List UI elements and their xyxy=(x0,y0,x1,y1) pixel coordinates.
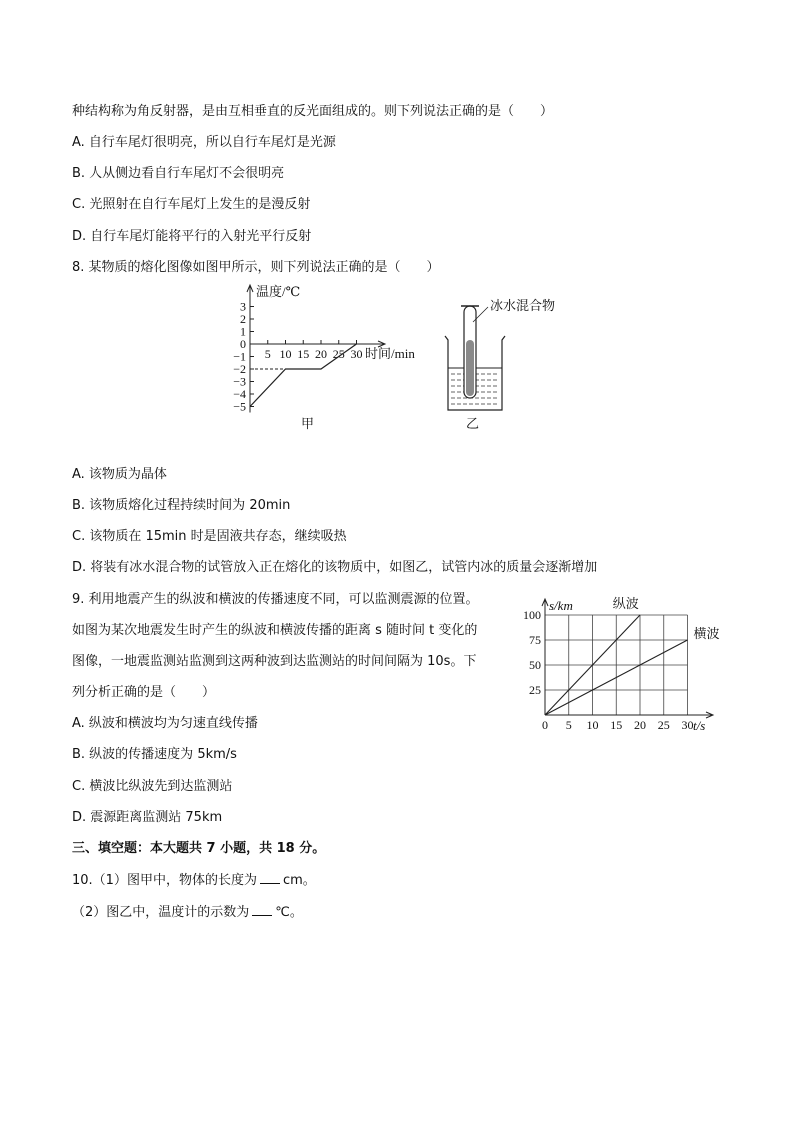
y-tick-label: 25 xyxy=(529,683,541,697)
y-tick-label: −3 xyxy=(233,374,246,389)
q10-part-2-text: （2）图乙中，温度计的示数为 xyxy=(72,905,250,920)
y-tick-label: 0 xyxy=(240,337,246,351)
answer-blank-1[interactable] xyxy=(260,871,280,884)
q10-part-1-text: 10.（1）图甲中，物体的长度为 xyxy=(72,873,257,888)
wave-graph xyxy=(515,594,755,738)
q8-option-a: A. 该物质为晶体 xyxy=(72,467,167,482)
y-tick-label: −5 xyxy=(233,399,246,414)
q8-option-c: C. 该物质在 15min 时是固液共存态，继续吸热 xyxy=(72,529,347,544)
beaker-figure xyxy=(440,292,590,432)
caption-jia: 甲 xyxy=(301,416,315,431)
y-axis-label: s/km xyxy=(549,598,573,613)
caption-yi: 乙 xyxy=(466,416,480,431)
x-tick-label: 25 xyxy=(332,347,345,361)
x-tick-label: 20 xyxy=(315,347,327,361)
q10-part-2 xyxy=(72,903,303,922)
x-tick-label: 10 xyxy=(279,347,292,361)
q9-stem-line-4: 列分析正确的是（ ） xyxy=(72,685,216,700)
x-tick-label: 5 xyxy=(565,718,572,732)
q7-option-c: C. 光照射在自行车尾灯上发生的是漫反射 xyxy=(72,197,311,212)
y-tick-label: 1 xyxy=(240,324,246,339)
x-tick-label: 30 xyxy=(350,347,363,361)
y-tick-label: 75 xyxy=(529,633,541,647)
y-tick-label: 100 xyxy=(523,608,541,622)
q10-part-1 xyxy=(72,871,316,890)
y-tick-label: 50 xyxy=(529,658,541,672)
q8-option-b: B. 该物质熔化过程持续时间为 20min xyxy=(72,498,291,513)
q9-stem-line-2: 如图为某次地震发生时产生的纵波和横波传播的距离 s 随时间 t 变化的 xyxy=(72,623,478,638)
series-label-s-wave: 横波 xyxy=(693,626,720,641)
q9-option-d: D. 震源距离监测站 75km xyxy=(72,810,223,825)
q7-option-b: B. 人从侧边看自行车尾灯不会很明亮 xyxy=(72,166,285,181)
x-axis-label: 时间/min xyxy=(365,346,415,361)
q9-option-c: C. 横波比纵波先到达监测站 xyxy=(72,779,233,794)
melting-graph xyxy=(215,282,440,432)
q9-option-a: A. 纵波和横波均为匀速直线传播 xyxy=(72,716,258,731)
q7-option-d: D. 自行车尾灯能将平行的入射光平行反射 xyxy=(72,229,312,244)
y-tick-label: 3 xyxy=(240,299,246,314)
x-axis-label: t/s xyxy=(693,718,706,733)
q10-part-1-unit: cm。 xyxy=(282,873,316,888)
x-tick-label: 0 xyxy=(542,718,548,732)
q7-option-a: A. 自行车尾灯很明亮，所以自行车尾灯是光源 xyxy=(72,135,336,150)
y-tick-label: −1 xyxy=(233,349,246,364)
x-tick-label: 10 xyxy=(586,718,599,732)
q9-stem-line-3: 图像，一地震监测站监测到这两种波到达监测站的时间间隔为 10s。下 xyxy=(72,654,477,669)
tube-mixture xyxy=(466,340,474,396)
x-tick-label: 5 xyxy=(264,347,271,361)
mixture-label: 冰水混合物 xyxy=(490,298,556,313)
q10-part-2-unit: ℃。 xyxy=(275,905,303,920)
x-tick-label: 15 xyxy=(297,347,310,361)
q7-stem: 种结构称为角反射器，是由互相垂直的反光面组成的。则下列说法正确的是（ ） xyxy=(72,104,554,119)
series-label-p-wave: 纵波 xyxy=(612,596,639,611)
q9-stem-line-1: 9. 利用地震产生的纵波和横波的传播速度不同，可以监测震源的位置。 xyxy=(72,592,479,607)
y-tick-label: 2 xyxy=(240,312,246,326)
y-tick-label: −2 xyxy=(233,362,246,376)
answer-blank-2[interactable] xyxy=(252,903,272,916)
q8-stem: 8. 某物质的熔化图像如图甲所示，则下列说法正确的是（ ） xyxy=(72,260,440,275)
q8-option-d: D. 将装有冰水混合物的试管放入正在熔化的该物质中，如图乙，试管内冰的质量会逐渐增加 xyxy=(72,560,598,575)
q9-option-b: B. 纵波的传播速度为 5km/s xyxy=(72,747,237,762)
x-tick-label: 30 xyxy=(681,718,694,732)
x-tick-label: 20 xyxy=(634,718,646,732)
x-tick-label: 25 xyxy=(657,718,670,732)
section-3-title: 三、填空题：本大题共 7 小题，共 18 分。 xyxy=(72,841,326,856)
y-axis-label: 温度/℃ xyxy=(256,284,301,299)
x-tick-label: 15 xyxy=(610,718,623,732)
y-tick-label: −4 xyxy=(233,387,246,401)
